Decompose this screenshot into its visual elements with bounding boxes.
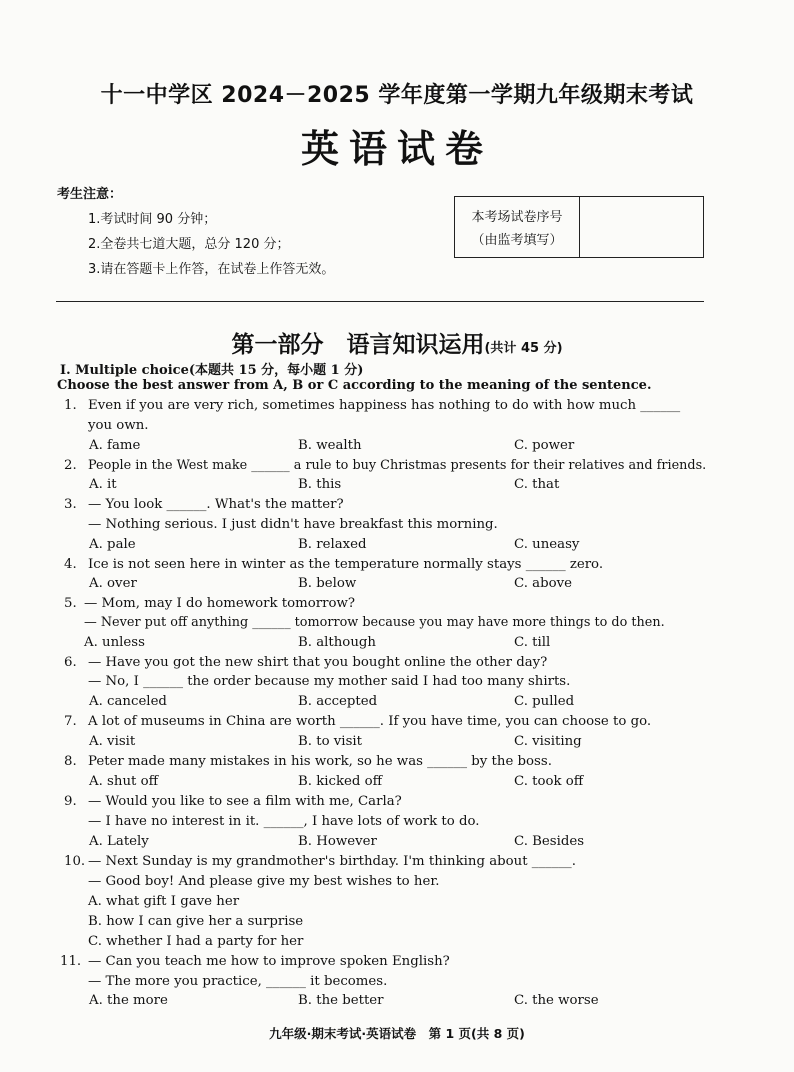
option-b: B. this — [298, 477, 342, 492]
seat-number-field — [580, 197, 703, 257]
part-title-text: 第一部分 语言知识运用 — [231, 332, 485, 358]
notice-heading: 考生注意： — [57, 187, 123, 202]
question-number: 10. — [64, 854, 86, 869]
seat-number-label-line2: （由监考填写） — [471, 233, 563, 248]
exam-title: 英语试卷 — [300, 127, 493, 171]
question-number: 4. — [64, 557, 77, 572]
option-a: A. over — [89, 576, 137, 591]
question-text: — Mom, may I do homework tomorrow? — [84, 596, 355, 611]
question-text: — Nothing serious. I just didn't have breakfast this morning. — [88, 517, 498, 532]
question-text: Peter made many mistakes in his work, so he was ______ by the boss. — [88, 754, 552, 769]
option-a: A. fame — [89, 438, 141, 453]
option-a: A. visit — [89, 734, 136, 749]
page-footer: 九年级·期末考试·英语试卷 第 1 页(共 8 页) — [269, 1026, 525, 1041]
option-a: A. pale — [89, 537, 136, 552]
option-c: C. power — [514, 438, 575, 453]
option-a: A. Lately — [89, 834, 149, 849]
option-c: C. visiting — [514, 734, 582, 749]
option-b: B. although — [298, 635, 376, 650]
question-number: 2. — [64, 458, 77, 473]
option-c: C. uneasy — [514, 537, 580, 552]
option-a: A. what gift I gave her — [88, 894, 240, 909]
option-c: C. took off — [514, 774, 584, 789]
header-divider — [56, 301, 704, 302]
notice-item: 1.考试时间 90 分钟； — [88, 212, 217, 227]
option-a: A. shut off — [89, 774, 159, 789]
option-a: A. the more — [89, 993, 168, 1008]
question-number: 7. — [64, 714, 77, 729]
option-c: C. above — [514, 576, 572, 591]
question-text: — No, I ______ the order because my mother said I had too many shirts. — [88, 674, 571, 689]
question-number: 6. — [64, 655, 77, 670]
question-text: — You look ______. What's the matter? — [88, 497, 344, 512]
question-text: — Would you like to see a film with me, Carla? — [88, 794, 402, 809]
seat-number-label — [455, 197, 580, 257]
option-b: B. how I can give her a surprise — [88, 914, 304, 929]
option-a: A. unless — [84, 635, 145, 650]
notice-item: 2.全卷共七道大题，总分 120 分； — [88, 237, 290, 252]
part-score: (共计 45 分) — [484, 341, 563, 356]
option-c: C. till — [514, 635, 551, 650]
option-a: A. it — [89, 477, 117, 492]
option-c: C. that — [514, 477, 560, 492]
option-c: C. Besides — [514, 834, 585, 849]
part-title — [0, 326, 794, 359]
option-c: C. whether I had a party for her — [88, 934, 304, 949]
question-text: — Never put off anything ______ tomorrow because you may have more things to do then. — [84, 615, 665, 630]
seat-number-label-line1: 本考场试卷序号 — [471, 210, 563, 225]
question-text: — Can you teach me how to improve spoken English? — [88, 954, 450, 969]
seat-number-box — [454, 196, 704, 258]
question-text: you own. — [88, 418, 149, 433]
question-text: — Next Sunday is my grandmother's birthday. I'm thinking about ______. — [88, 854, 576, 869]
question-text: — The more you practice, ______ it becomes. — [88, 974, 388, 989]
option-b: B. below — [298, 576, 357, 591]
question-number: 11. — [60, 954, 82, 969]
question-number: 3. — [64, 497, 77, 512]
question-text: — I have no interest in it. ______, I have lots of work to do. — [88, 814, 480, 829]
question-text: A lot of museums in China are worth ______. If you have time, you can choose to go. — [88, 714, 652, 729]
option-b: B. However — [298, 834, 377, 849]
school-title: 十一中学区 2024－2025 学年度第一学期九年级期末考试 — [100, 83, 694, 108]
option-b: B. kicked off — [298, 774, 383, 789]
option-b: B. to visit — [298, 734, 362, 749]
question-number: 1. — [64, 398, 77, 413]
question-text: — Have you got the new shirt that you bought online the other day? — [88, 655, 548, 670]
option-b: B. wealth — [298, 438, 362, 453]
option-b: B. accepted — [298, 694, 378, 709]
option-c: C. pulled — [514, 694, 575, 709]
question-number: 5. — [64, 596, 77, 611]
option-b: B. relaxed — [298, 537, 367, 552]
section-heading: Ⅰ. Multiple choice(本题共 15 分，每小题 1 分) — [60, 363, 364, 378]
question-text: People in the West make ______ a rule to buy Christmas presents for their relatives and friends. — [88, 458, 707, 473]
notice-item: 3.请在答题卡上作答，在试卷上作答无效。 — [88, 262, 335, 277]
question-number: 9. — [64, 794, 77, 809]
option-a: A. canceled — [89, 694, 167, 709]
section-instruction: Choose the best answer from A, B or C according to the meaning of the sentence. — [57, 378, 652, 393]
option-c: C. the worse — [514, 993, 599, 1008]
option-b: B. the better — [298, 993, 384, 1008]
question-text: Ice is not seen here in winter as the temperature normally stays ______ zero. — [88, 557, 604, 572]
question-text: — Good boy! And please give my best wishes to her. — [88, 874, 440, 889]
question-number: 8. — [64, 754, 77, 769]
question-text: Even if you are very rich, sometimes happiness has nothing to do with how much ______ — [88, 398, 681, 413]
